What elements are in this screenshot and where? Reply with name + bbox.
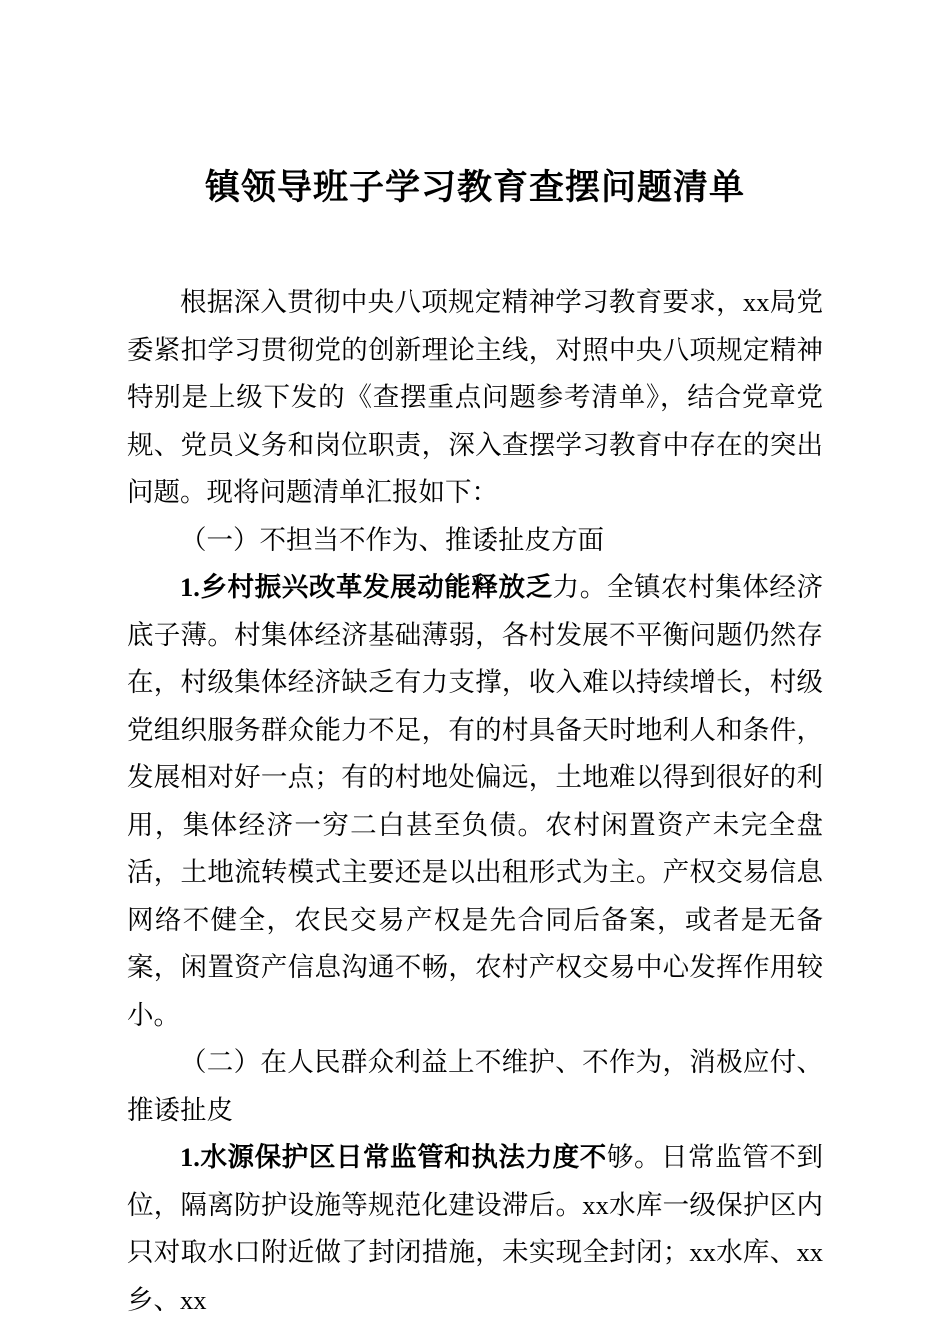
section-heading-1: （一）不担当不作为、推诿扯皮方面 [180, 524, 604, 555]
item-paragraph-2 [127, 1134, 823, 1324]
item-1-body-text: 力。全镇农村集体经济底子薄。村集体经济基础薄弱，各村发展不平衡问题仍然存在，村级集体经济缺乏有力支撑，收入难以持续增长，村级党组织服务群众能力不足，有的村具备天时地利人和条件，发展相对好一点；有的村地处偏远，土地难以得到很好的利用，集体经济一穷二白甚至负债。农村闲置资产未完全盘活，土地流转模式主要还是以出租形式为主。产权交易信息网络不健全，农民交易产权是先合同后备案，或者是无备案，闲置资产信息沟通不畅，农村产权交易中心发挥作用较小。 [127, 572, 824, 1030]
item-paragraph-1 [127, 564, 823, 1039]
item-1-bold-lead: 1.乡村振兴改革发展动能释放乏 [180, 572, 553, 602]
item-2-body-text: 够。日常监管不到位，隔离防护设施等规范化建设滞后。xx水库一级保护区内只对取水口附近做了封闭措施，未实现全封闭；xx水库、xx乡、xx [127, 1142, 824, 1315]
item-2-bold-lead: 1.水源保护区日常监管和执法力度不 [180, 1142, 607, 1172]
section-heading-2: （二）在人民群众利益上不维护、不作为，消极应付、推诿扯皮 [127, 1047, 823, 1125]
document-body [0, 279, 950, 1324]
document-title: 镇领导班子学习教育查摆问题清单 [204, 168, 745, 207]
intro-paragraph: 根据深入贯彻中央八项规定精神学习教育要求，xx局党委紧扣学习贯彻党的创新理论主线，对照中央八项规定精神特别是上级下发的《查摆重点问题参考清单》，结合党章党规、党员义务和岗位职责，深入查摆学习教育中存在的突出问题。现将问题清单汇报如下： [127, 287, 823, 507]
